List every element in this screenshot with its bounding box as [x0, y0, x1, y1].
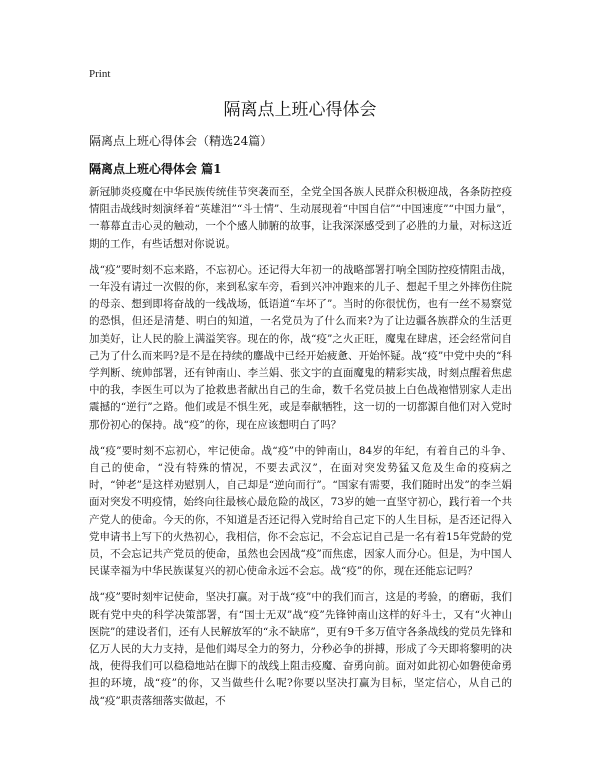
- document-subtitle: 隔离点上班心得体会（精选24篇）: [89, 134, 273, 148]
- section-heading: 隔离点上班心得体会 篇1: [89, 162, 222, 176]
- print-label[interactable]: Print: [89, 68, 111, 80]
- page-title: 隔离点上班心得体会: [223, 100, 377, 120]
- paragraph-2: 战“疫”要时刻不忘来路，不忘初心。还记得大年初一的战略部署打响全国防控疫情阻击战，一年没有请过一次假的你，来到私家车旁，看到兴冲冲跑来的儿子、想起千里之外摔伤住院的母亲、想到即将奋战的一线战场，低语道“车坏了”。当时的你很忧伤，也有一丝不易察觉的恐惧，但还是清楚、明白的知道，一名党员为了什么而来?为了让边疆各族群众的生活更加美好，让人民的脸上满溢笑容。现在的你，战“疫”之火正旺，魔鬼在肆虐，还会经常问自己为了什么而来吗?是不是在持续的鏖战中已经开始疲惫、开始怀疑。战“疫”中党中央的“科学判断、统帅部署，还有钟南山、李兰娟、张文宇的直面魔鬼的精彩实战，时刻点醒着焦虑中的我，李医生可以为了抢救患者献出自己的生命，数千名党员披上白色战袍惜别家人走出震撼的“逆行”之路。他们或是不惧生死，或是奉献牺牲，这一切的一切都源自他们对入党时那份初心的保持。战“疫”的你，现在应该想明白了吗？: [89, 263, 512, 431]
- article-body: [89, 184, 512, 719]
- paragraph-1: 新冠肺炎疫魔在中华民族传统佳节突袭而至，全党全国各族人民群众积极迎战，各条防控疫情阻击战线时刻演绎着“英雄泪”“斗士情”、生动展现着“中国自信”“中国速度”“中国力量”，一幕幕直击心灵的触动，一个个感人肺腑的故事，让我深深感受到了必胜的力量，对标这近期的工作，有些话想对你说说。: [89, 186, 512, 250]
- paragraph-4: 战“疫”要时刻牢记使命，坚决打赢。对于战“疫”中的我们而言，这是的考验，的磨砺，我们既有党中央的科学决策部署，有“国士无双”战“疫”先锋钟南山这样的好斗士，又有“火神山医院”的建设者们，还有人民解放军的“永不缺席”，更有9千多万值守各条战线的党员先锋和亿万人民的大力支持，是他们竭尽全力的努力，分秒必争的拼搏，形成了今天即将黎明的决战，使得我们可以稳稳地站在脚下的战线上阻击疫魔、奋勇向前。面对如此初心如磐使命勇担的环境，战“疫”的你，又当做些什么呢?你要以坚决打赢为目标，坚定信心，从自己的战“疫”职责落细落实做起，不: [89, 591, 512, 707]
- paragraph-3: 战“疫”要时刻不忘初心，牢记使命。战“疫”中的钟南山，84岁的年纪，有着自己的斗争、自己的使命，“没有特殊的情况，不要去武汉”，在面对突发势猛又危及生命的疫病之时，“钟老”是这样劝慰别人，自己却是“逆向而行”。“国家有需要，我们随时出发”的李兰娟面对突发不明疫情，始终向往最核心最危险的战区，73岁的她一直坚守初心，践行着一个共产党人的使命。今天的你，不知道是否还记得入党时给自己定下的人生目标，是否还记得入党申请书上写下的火热初心，我相信，你不会忘记，不会忘记自己是一名有着15年党龄的党员，不会忘记共产党员的使命，虽然也会因战“疫”而焦虑，因家人而分心。但是，为中国人民谋幸福为中华民族谋复兴的初心使命永远不会忘。战“疫”的你，现在还能忘记吗？: [89, 444, 512, 578]
